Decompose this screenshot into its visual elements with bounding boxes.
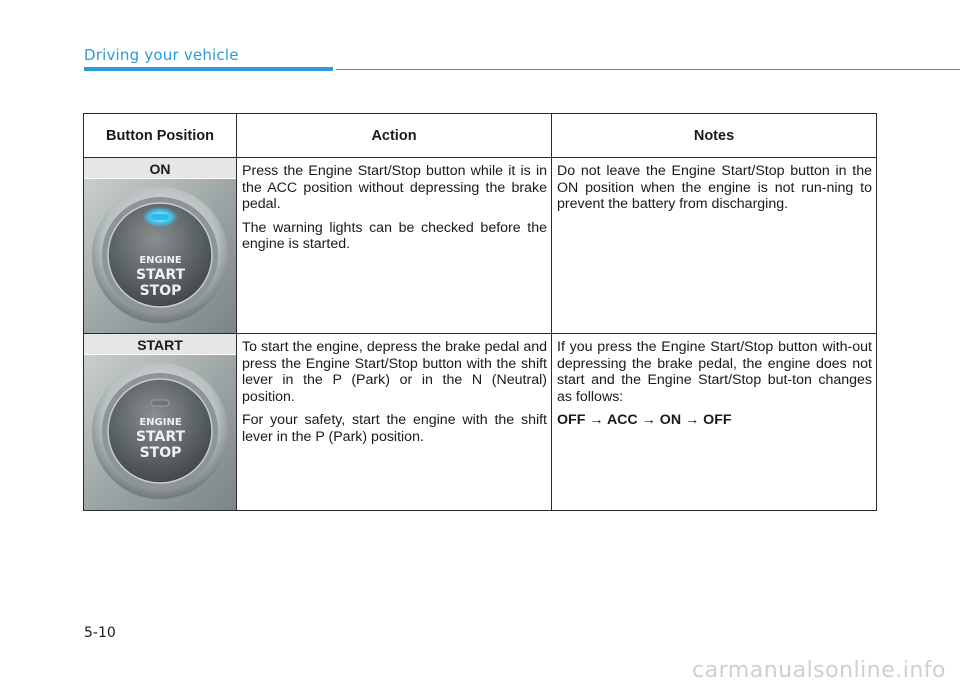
state-acc: ACC	[606, 412, 638, 428]
section-title: Driving your vehicle	[84, 46, 239, 64]
table-row-start	[84, 334, 877, 511]
column-header-action: Action	[237, 114, 552, 158]
action-paragraph: Press the Engine Start/Stop button while it is in the ACC position without depressing the brake pedal.	[242, 163, 547, 212]
arrow-right-icon: →	[685, 412, 700, 428]
arrow-right-icon: →	[589, 412, 604, 428]
action-cell-on	[237, 158, 552, 334]
position-label: ON	[84, 158, 236, 179]
button-text-stop: STOP	[139, 445, 182, 461]
position-cell-on	[84, 158, 237, 334]
action-paragraph: The warning lights can be checked before the engine is started.	[242, 219, 547, 252]
action-paragraph: To start the engine, depress the brake pedal and press the Engine Start/Stop button with the shift lever in the P (Park) or in the N (Neutral) position.	[242, 339, 547, 405]
engine-start-stop-button-image-start	[84, 355, 236, 510]
action-cell-start	[237, 334, 552, 511]
header-rule-accent	[84, 67, 333, 71]
column-header-notes: Notes	[552, 114, 877, 158]
button-text-stop: STOP	[139, 283, 182, 299]
header-rule-line	[336, 69, 960, 70]
state-off: OFF	[703, 412, 732, 428]
notes-paragraph: Do not leave the Engine Start/Stop button in the ON position when the engine is not run-ning to prevent the battery from discharging.	[557, 163, 872, 212]
notes-paragraph: If you press the Engine Start/Stop button with-out depressing the brake pedal, the engine does not start and the Engine Start/Stop but-ton changes as follows:	[557, 339, 872, 405]
position-cell-start	[84, 334, 237, 511]
button-text-engine: ENGINE	[139, 255, 182, 266]
button-text-engine: ENGINE	[139, 417, 182, 428]
column-header-position: Button Position	[84, 114, 237, 158]
button-text-start: START	[135, 267, 186, 283]
action-paragraph: For your safety, start the engine with the shift lever in the P (Park) position.	[242, 412, 547, 445]
state-off: OFF	[557, 412, 586, 428]
table-row-on	[84, 158, 877, 334]
state-sequence	[557, 412, 872, 429]
notes-cell-on	[552, 158, 877, 334]
engine-start-stop-button-image-on	[84, 179, 236, 333]
state-on: ON	[659, 412, 682, 428]
position-label: START	[84, 334, 236, 355]
engine-button-table	[83, 113, 877, 511]
button-text-start: START	[135, 429, 186, 445]
watermark: carmanualsonline.info	[692, 658, 946, 683]
notes-cell-start	[552, 334, 877, 511]
arrow-right-icon: →	[641, 412, 656, 428]
page-number: 5-10	[84, 625, 116, 641]
table-header-row	[84, 114, 877, 158]
